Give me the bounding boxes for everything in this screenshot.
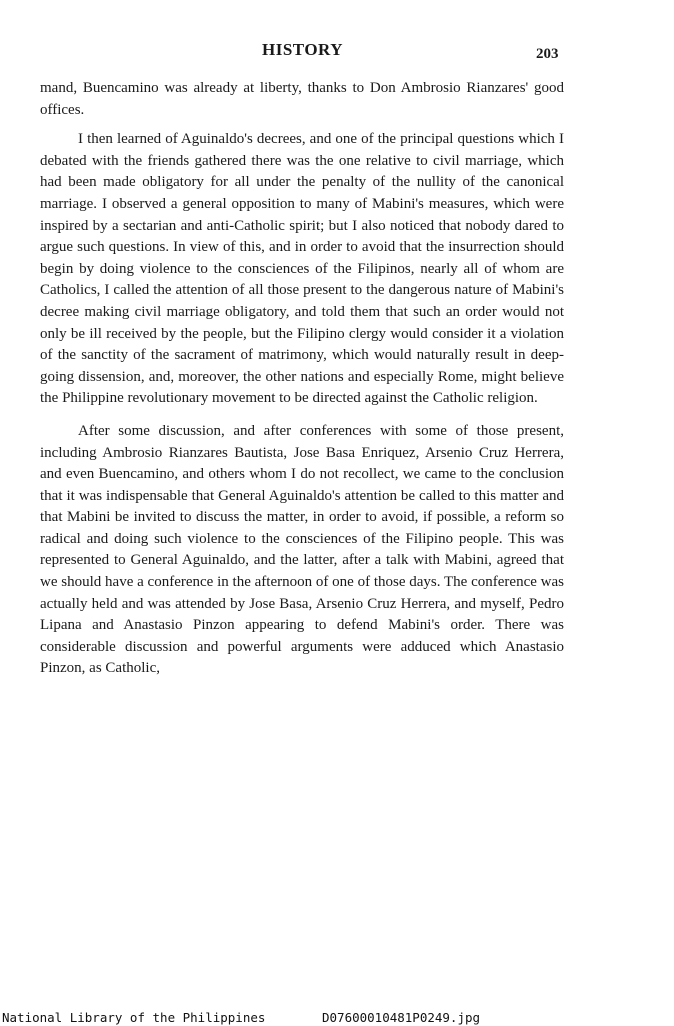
scan-footer <box>0 1010 674 1026</box>
paragraph-continued: mand, Buencamino was already at liberty, thanks to Don Ambrosio Rianzares' good offices. <box>40 80 564 118</box>
paragraph-civil-marriage: I then learned of Aguinaldo's decrees, and one of the principal questions which I debated with the friends gathered there was the one relative to civil marriage, which had been made obligatory for all under the penalty of the nullity of the canonical marriage. I observed a general opposition to many of Mabini's measures, which were inspired by a sectarian and anti-Catholic spirit; but I also noticed that nobody dared to argue such questions. In view of this, and in order to avoid that the insurrection should begin by doing violence to the consciences of the Filipinos, nearly all of whom are Catholics, I called the attention of all those present to the dangerous nature of Mabini's decree making civil marriage obligatory, and told them that such an order would not only be ill received by the people, but the Filipino clergy would consider it a violation of the sanctity of the sacrament of matrimony, which would naturally result in deep-going dissension, and, moreover, the other nations and especially Rome, might believe the Philippine revolutionary movement to be directed against the Catholic religion. <box>40 131 564 407</box>
body-text <box>40 78 564 680</box>
file-name: D07600010481P0249.jpg <box>322 1010 481 1025</box>
running-head <box>0 38 674 62</box>
page-number: 203 <box>536 46 559 62</box>
paragraph-conference: After some discussion, and after conferences with some of those present, including Ambrosio Rianzares Bautista, Jose Basa Enriquez, Arsenio Cruz Herrera, and even Buencamino, and others whom I do not recollect, we came to the conclusion that it was indispensable that General Aguinaldo's attention be called to this matter and that Mabini be invited to discuss the matter, in order to avoid, if possible, a reform so radical and doing such violence to the consciences of the Filipino people. This was represented to General Aguinaldo, and the latter, after a talk with Mabini, agreed that we should have a conference in the afternoon of one of those days. The conference was actually held and was attended by Jose Basa, Arsenio Cruz Herrera, and myself, Pedro Lipana and Anastasio Pinzon appearing to defend Mabini's order. There was considerable discussion and powerful arguments were adduced which Anastasio Pinzon, as Catholic, <box>40 422 564 677</box>
source-label: National Library of the Philippines <box>2 1010 266 1025</box>
running-title: HISTORY <box>262 40 344 59</box>
